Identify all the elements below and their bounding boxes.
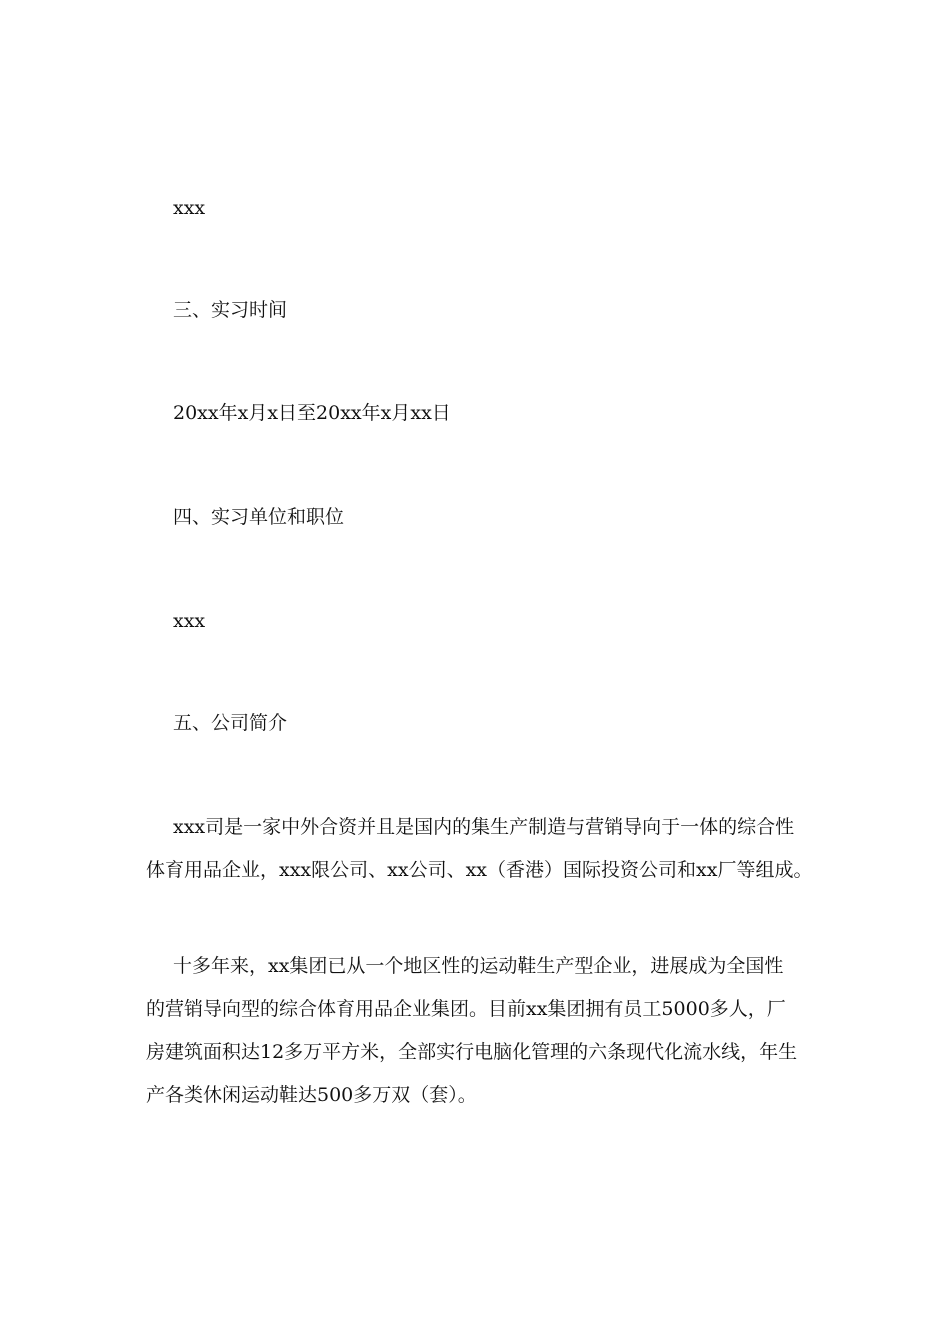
company-intro-paragraph-2 xyxy=(146,945,826,1117)
paragraph-line: 十多年来，xx集团已从一个地区性的运动鞋生产型企业，进展成为全国性 xyxy=(173,955,784,977)
section-heading-internship-time: 三、实习时间 xyxy=(173,299,288,321)
paragraph-line: 房建筑面积达12多万平方米，全部实行电脑化管理的六条现代化流水线，年生 xyxy=(146,1041,798,1063)
position-text: xxx xyxy=(173,610,206,632)
paragraph-line: xxx司是一家中外合资并且是国内的集生产制造与营销导向于一体的综合性 xyxy=(173,816,795,838)
company-intro-paragraph-1 xyxy=(146,806,826,892)
paragraph-line: 的营销导向型的综合体育用品企业集团。目前xx集团拥有员工5000多人，厂 xyxy=(146,998,786,1020)
paragraph-line: 产各类休闲运动鞋达500多万双（套）。 xyxy=(146,1084,477,1106)
internship-period-text: 20xx年x月x日至20xx年x月xx日 xyxy=(173,402,451,424)
unit-name-text: xxx xyxy=(173,197,206,219)
paragraph-line: 体育用品企业，xxx限公司、xx公司、xx（香港）国际投资公司和xx厂等组成。 xyxy=(146,859,813,881)
section-heading-company-intro: 五、公司简介 xyxy=(173,712,288,734)
section-heading-unit-position: 四、实习单位和职位 xyxy=(173,506,345,528)
